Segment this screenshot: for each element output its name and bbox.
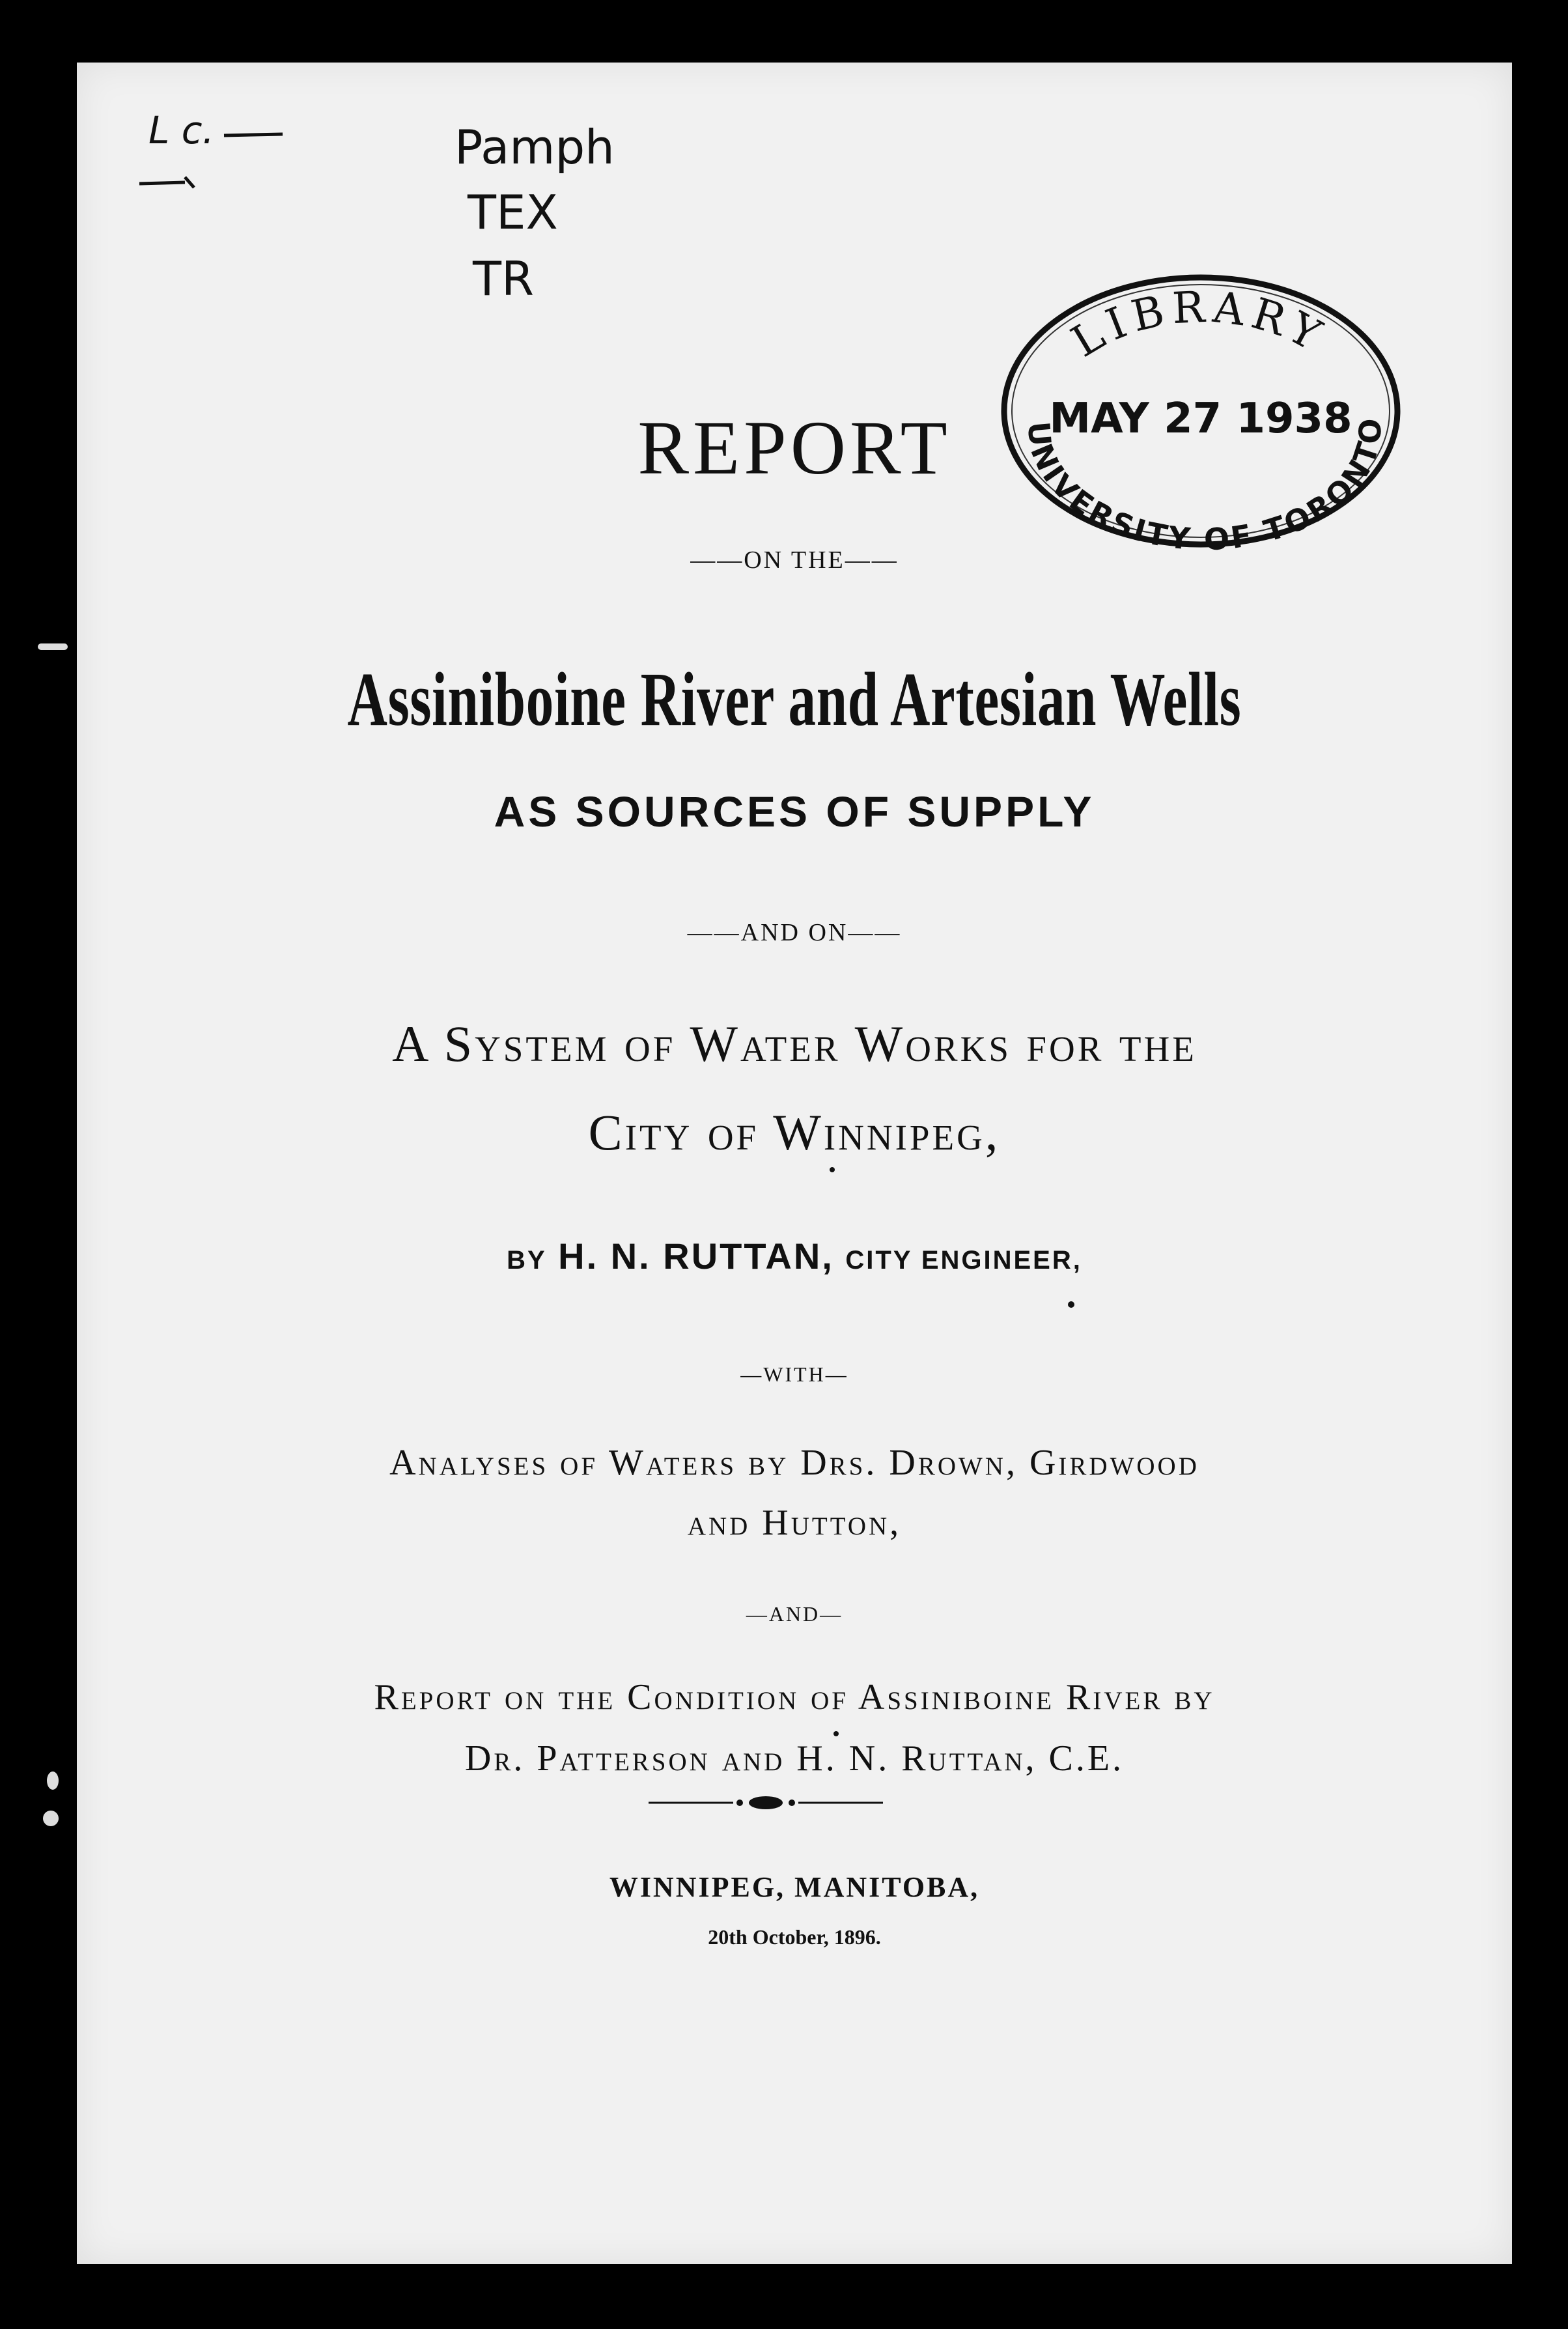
author-name: H. N. RUTTAN, [558,1235,834,1277]
imprint-date: 20th October, 1896. [708,1925,881,1949]
author-title: CITY ENGINEER, [845,1246,1082,1275]
and-on-label: ——AND ON—— [687,919,902,946]
speck [833,1731,839,1736]
author-line [77,1235,1512,1277]
and-label: —AND— [746,1602,843,1626]
with-label: —WITH— [740,1362,848,1386]
edge-speck [47,1771,59,1790]
handwritten-strike-lines [139,115,296,199]
imprint-place: WINNIPEG, MANITOBA, [609,1871,980,1903]
by-label: BY [507,1246,547,1275]
document-page [77,63,1512,2264]
handwritten-pamph: Pamph [455,120,615,175]
report-line-2: Dr. Patterson and H. N. Ruttan, C.E. [464,1738,1125,1779]
sources-of-supply: AS SOURCES OF SUPPLY [494,787,1095,836]
handwritten-tr: TR [473,251,535,306]
ornamental-divider [649,1790,883,1816]
system-line-2: City of Winnipeg, [588,1104,1001,1161]
edge-speck [38,643,68,650]
report-line-1: Report on the Condition of Assiniboine River by [374,1677,1215,1717]
report-heading: REPORT [637,405,951,490]
handwritten-mark-top-left: L c. [148,108,215,152]
analyses-line-2: and Hutton, [687,1503,902,1543]
svg-text:LIBRARY: LIBRARY [1063,281,1335,367]
handwritten-tex: TEX [468,185,558,240]
main-title: Assiniboine River and Artesian Wells [347,656,1242,742]
on-the-label: ——ON THE—— [690,546,899,574]
svg-text:UNIVERSITY OF TORONTO: UNIVERSITY OF TORONTO [1020,416,1388,552]
edge-speck [43,1811,59,1826]
system-line-1: A System of Water Works for the [392,1015,1197,1072]
speck [830,1167,835,1172]
speck [1068,1301,1074,1308]
stamp-date: MAY 27 1938 [1049,395,1352,443]
analyses-line-1: Analyses of Waters by Drs. Drown, Girdwood [389,1443,1199,1483]
